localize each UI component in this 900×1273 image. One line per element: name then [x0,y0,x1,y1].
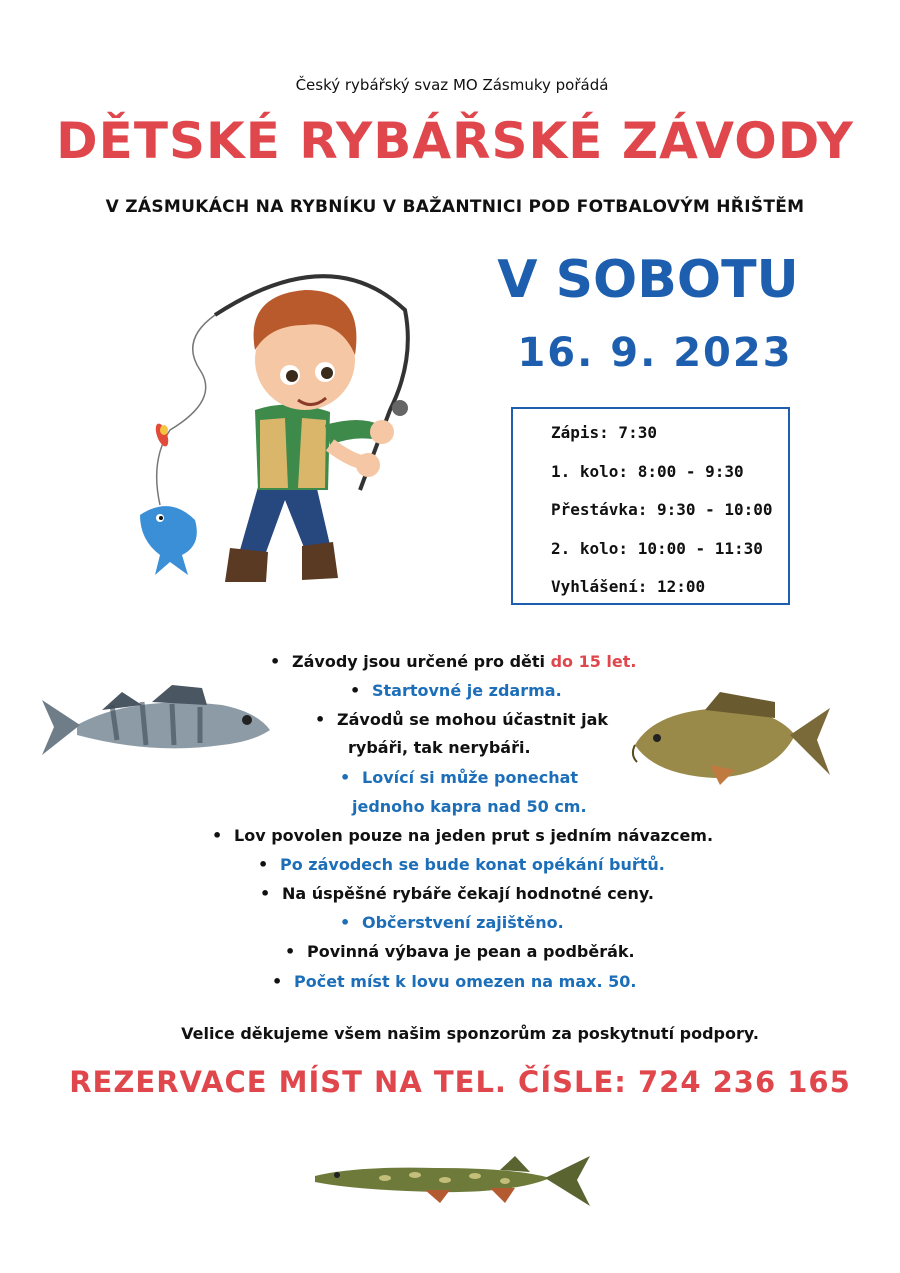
schedule-row: Zápis: 7:30 [551,423,657,442]
reservation-phone: REZERVACE MÍST NA TEL. ČÍSLE: 724 236 165 [69,1065,851,1099]
bobber-icon [153,422,171,448]
rule-item: • Počet míst k lovu omezen na max. 50. [272,972,637,991]
schedule-row: 1. kolo: 8:00 - 9:30 [551,461,744,481]
schedule-row: Vyhlášení: 12:00 [551,577,706,596]
rule-item: • Po závodech se bude konat opékání buřtů. [258,855,665,874]
pike-fish-icon [315,1148,590,1213]
event-date: 16. 9. 2023 [517,330,793,376]
rule-item: • Závody jsou určené pro děti do 15 let. [270,652,637,671]
rule-item: • Závodů se mohou účastnit jak [315,710,609,729]
rule-item: • Občerstvení zajištěno. [340,913,564,932]
schedule-row: Přestávka: 9:30 - 10:00 [551,500,773,519]
schedule-box [511,407,790,605]
rule-item: • Povinná výbava je pean a podběrák. [285,942,635,961]
day-heading: V SOBOTU [497,250,799,310]
rule-item-continued: jednoho kapra nad 50 cm. [352,797,587,816]
organizer-line: Český rybářský svaz MO Zásmuky pořádá [295,76,609,94]
rule-item: • Na úspěšné rybáře čekají hodnotné ceny. [260,884,654,903]
sponsor-thanks: Velice děkujeme všem našim sponzorům za poskytnutí podpory. [181,1024,759,1043]
rule-item: • Lov povolen pouze na jeden prut s jedním návazcem. [212,826,714,845]
rule-item: • Lovící si může ponechat [340,768,579,787]
page-title: DĚTSKÉ RYBÁŘSKÉ ZÁVODY [56,112,854,170]
boy-fishing-illustration [130,250,430,590]
rule-item-continued: rybáři, tak nerybáři. [348,738,531,757]
blue-fish-icon [140,506,197,575]
location-line: V ZÁSMUKÁCH NA RYBNÍKU V BAŽANTNICI POD FOTBALOVÝM HŘIŠTĚM [105,197,805,217]
zander-fish-icon [42,680,272,770]
carp-fish-icon [625,690,830,790]
rule-item: • Startovné je zdarma. [350,681,562,700]
schedule-row: 2. kolo: 10:00 - 11:30 [551,538,763,558]
